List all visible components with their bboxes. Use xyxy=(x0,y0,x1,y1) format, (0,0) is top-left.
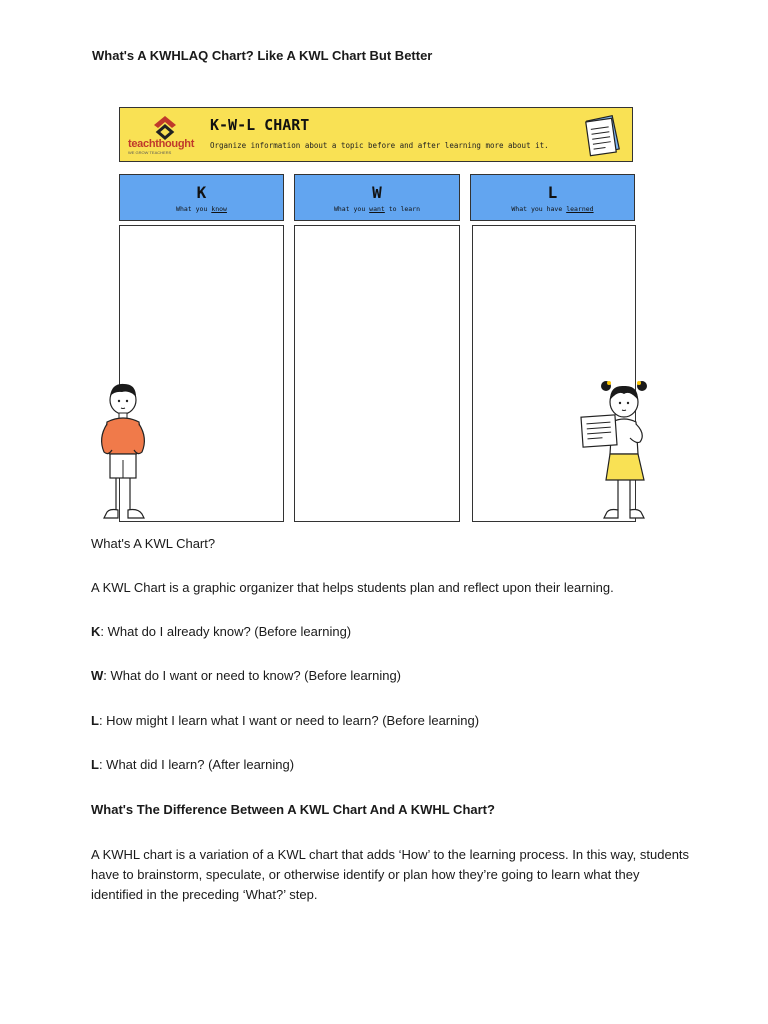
column-header-l xyxy=(470,174,635,221)
column-letter: K xyxy=(196,183,207,202)
chart-title: K-W-L CHART xyxy=(210,116,310,134)
teachthought-logo xyxy=(128,114,198,158)
logo-subtext: WE GROW TEACHERS xyxy=(128,150,172,155)
column-description: What you want to learn xyxy=(333,205,421,213)
column-header-k xyxy=(119,174,284,221)
logo-text: teachthought xyxy=(128,138,195,150)
item-l-learned: L: What did I learn? (After learning) xyxy=(91,757,295,772)
column-header-w xyxy=(294,174,460,221)
girl-illustration xyxy=(580,378,662,526)
intro-paragraph: A KWL Chart is a graphic organizer that helps students plan and reflect upon their learning. xyxy=(91,580,614,595)
chart-subtitle: Organize information about a topic before and after learning more about it. xyxy=(210,141,549,150)
section-heading-kwhl: What's The Difference Between A KWL Chart And A KWHL Chart? xyxy=(91,802,495,817)
page-title: What's A KWHLAQ Chart? Like A KWL Chart But Better xyxy=(92,48,433,63)
item-k: K: What do I already know? (Before learning) xyxy=(91,624,352,639)
logo-mark-icon xyxy=(150,114,180,140)
document-icon xyxy=(582,112,622,158)
kwl-chart-header xyxy=(119,107,633,162)
item-l-how: L: How might I learn what I want or need to learn? (Before learning) xyxy=(91,713,480,728)
column-description: What you know xyxy=(176,205,227,213)
column-description: What you have learned xyxy=(511,205,594,213)
boy-illustration xyxy=(94,380,156,526)
kwhl-paragraph: A KWHL chart is a variation of a KWL chart that adds ‘How’ to the learning process. In this way, students have to brainstorm, speculate, or otherwise identify or plan how they’re going to learn what they identified in the preceding ‘What?’ step. xyxy=(91,847,690,902)
column-box-w xyxy=(294,225,460,522)
section-heading-kwl: What's A KWL Chart? xyxy=(91,536,216,551)
item-w: W: What do I want or need to know? (Before learning) xyxy=(91,668,401,683)
column-letter: L xyxy=(547,183,558,202)
column-letter: W xyxy=(372,183,382,202)
